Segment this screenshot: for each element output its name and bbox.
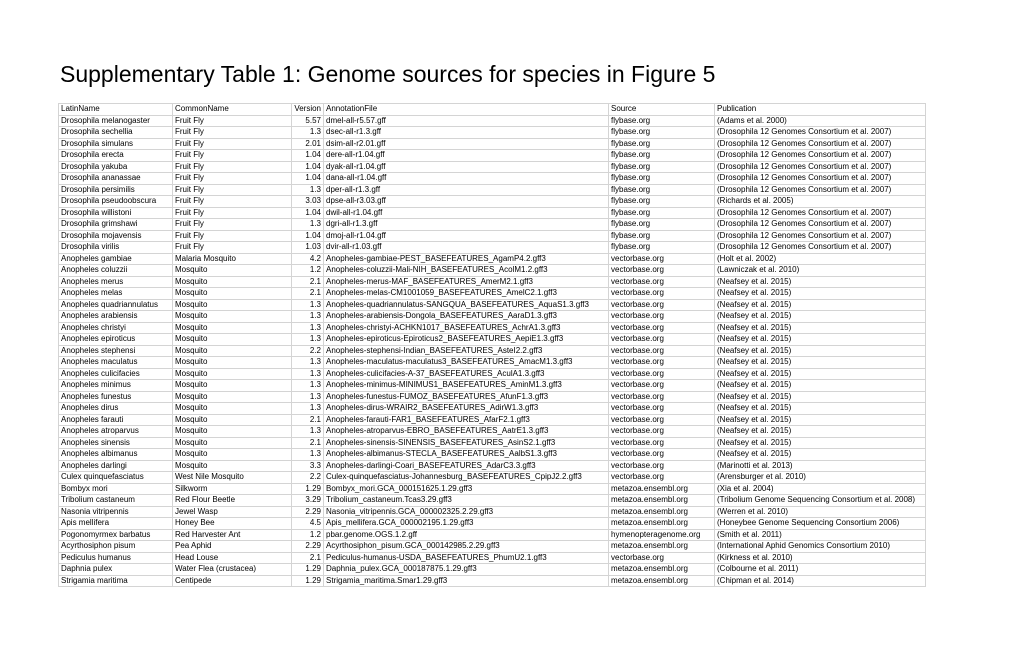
version-cell: 1.04 xyxy=(292,230,324,242)
annotation-file-cell: dyak-all-r1.04.gff xyxy=(324,161,609,173)
latin-name-cell: Anopheles epiroticus xyxy=(59,334,173,346)
table-row xyxy=(59,127,926,139)
latin-name-cell: Drosophila persimilis xyxy=(59,184,173,196)
latin-name-cell: Anopheles merus xyxy=(59,276,173,288)
column-header-latin-name: LatinName xyxy=(59,104,173,116)
latin-name-cell: Bombyx mori xyxy=(59,483,173,495)
table-row xyxy=(59,575,926,587)
version-cell: 1.04 xyxy=(292,173,324,185)
latin-name-cell: Strigamia maritima xyxy=(59,575,173,587)
source-cell: vectorbase.org xyxy=(609,437,715,449)
version-cell: 1.3 xyxy=(292,127,324,139)
common-name-cell: Silkworm xyxy=(173,483,292,495)
table-row xyxy=(59,161,926,173)
annotation-file-cell: Anopheles-epiroticus-Epiroticus2_BASEFEATURES_AepiE1.3.gff3 xyxy=(324,334,609,346)
table-row xyxy=(59,242,926,254)
common-name-cell: Water Flea (crustacea) xyxy=(173,564,292,576)
source-cell: vectorbase.org xyxy=(609,414,715,426)
latin-name-cell: Anopheles arabiensis xyxy=(59,311,173,323)
source-cell: flybase.org xyxy=(609,150,715,162)
annotation-file-cell: Anopheles-sinensis-SINENSIS_BASEFEATURES_AsinS2.1.gff3 xyxy=(324,437,609,449)
publication-cell: (Neafsey et al. 2015) xyxy=(715,345,926,357)
common-name-cell: Fruit Fly xyxy=(173,127,292,139)
version-cell: 1.3 xyxy=(292,334,324,346)
latin-name-cell: Anopheles atroparvus xyxy=(59,426,173,438)
latin-name-cell: Nasonia vitripennis xyxy=(59,506,173,518)
annotation-file-cell: Pediculus-humanus-USDA_BASEFEATURES_PhumU2.1.gff3 xyxy=(324,552,609,564)
table-row xyxy=(59,472,926,484)
common-name-cell: Pea Aphid xyxy=(173,541,292,553)
annotation-file-cell: Anopheles-coluzzii-Mali-NIH_BASEFEATURES_AcolM1.2.gff3 xyxy=(324,265,609,277)
publication-cell: (Tribolium Genome Sequencing Consortium et al. 2008) xyxy=(715,495,926,507)
version-cell: 1.3 xyxy=(292,391,324,403)
common-name-cell: Mosquito xyxy=(173,460,292,472)
annotation-file-cell: dwil-all-r1.04.gff xyxy=(324,207,609,219)
table-row xyxy=(59,541,926,553)
common-name-cell: Mosquito xyxy=(173,288,292,300)
latin-name-cell: Acyrthosiphon pisum xyxy=(59,541,173,553)
publication-cell: (Holt et al. 2002) xyxy=(715,253,926,265)
annotation-file-cell: Anopheles-culicifacies-A-37_BASEFEATURES_AculA1.3.gff3 xyxy=(324,368,609,380)
source-cell: vectorbase.org xyxy=(609,449,715,461)
publication-cell: (Drosophila 12 Genomes Consortium et al. 2007) xyxy=(715,161,926,173)
annotation-file-cell: Culex-quinquefasciatus-Johannesburg_BASEFEATURES_CpipJ2.2.gff3 xyxy=(324,472,609,484)
publication-cell: (Drosophila 12 Genomes Consortium et al. 2007) xyxy=(715,138,926,150)
latin-name-cell: Drosophila willistoni xyxy=(59,207,173,219)
publication-cell: (Neafsey et al. 2015) xyxy=(715,334,926,346)
source-cell: flybase.org xyxy=(609,173,715,185)
publication-cell: (Drosophila 12 Genomes Consortium et al. 2007) xyxy=(715,242,926,254)
version-cell: 1.3 xyxy=(292,426,324,438)
latin-name-cell: Pogonomyrmex barbatus xyxy=(59,529,173,541)
annotation-file-cell: Strigamia_maritima.Smar1.29.gff3 xyxy=(324,575,609,587)
source-cell: vectorbase.org xyxy=(609,345,715,357)
common-name-cell: Malaria Mosquito xyxy=(173,253,292,265)
latin-name-cell: Anopheles dirus xyxy=(59,403,173,415)
annotation-file-cell: Anopheles-atroparvus-EBRO_BASEFEATURES_AatrE1.3.gff3 xyxy=(324,426,609,438)
latin-name-cell: Anopheles sinensis xyxy=(59,437,173,449)
source-cell: vectorbase.org xyxy=(609,311,715,323)
common-name-cell: Mosquito xyxy=(173,334,292,346)
common-name-cell: Fruit Fly xyxy=(173,242,292,254)
table-row xyxy=(59,288,926,300)
source-cell: hymenopteragenome.org xyxy=(609,529,715,541)
source-cell: vectorbase.org xyxy=(609,472,715,484)
version-cell: 1.3 xyxy=(292,403,324,415)
common-name-cell: Mosquito xyxy=(173,403,292,415)
latin-name-cell: Drosophila melanogaster xyxy=(59,115,173,127)
table-row xyxy=(59,334,926,346)
version-cell: 4.2 xyxy=(292,253,324,265)
source-cell: flybase.org xyxy=(609,161,715,173)
table-row xyxy=(59,518,926,530)
latin-name-cell: Drosophila virilis xyxy=(59,242,173,254)
table-row xyxy=(59,414,926,426)
publication-cell: (Arensburger et al. 2010) xyxy=(715,472,926,484)
version-cell: 1.04 xyxy=(292,207,324,219)
version-cell: 1.3 xyxy=(292,311,324,323)
source-cell: vectorbase.org xyxy=(609,368,715,380)
source-cell: metazoa.ensembl.org xyxy=(609,506,715,518)
common-name-cell: Fruit Fly xyxy=(173,230,292,242)
source-cell: flybase.org xyxy=(609,115,715,127)
column-header-publication: Publication xyxy=(715,104,926,116)
source-cell: vectorbase.org xyxy=(609,299,715,311)
common-name-cell: Fruit Fly xyxy=(173,219,292,231)
publication-cell: (Smith et al. 2011) xyxy=(715,529,926,541)
table-body xyxy=(59,115,926,587)
version-cell: 1.3 xyxy=(292,322,324,334)
publication-cell: (Marinotti et al. 2013) xyxy=(715,460,926,472)
annotation-file-cell: Anopheles-minimus-MINIMUS1_BASEFEATURES_AminM1.3.gff3 xyxy=(324,380,609,392)
version-cell: 5.57 xyxy=(292,115,324,127)
annotation-file-cell: Anopheles-arabiensis-Dongola_BASEFEATURES_AaraD1.3.gff3 xyxy=(324,311,609,323)
publication-cell: (Neafsey et al. 2015) xyxy=(715,403,926,415)
common-name-cell: Mosquito xyxy=(173,437,292,449)
source-cell: vectorbase.org xyxy=(609,391,715,403)
latin-name-cell: Drosophila mojavensis xyxy=(59,230,173,242)
annotation-file-cell: pbar.genome.OGS.1.2.gff xyxy=(324,529,609,541)
common-name-cell: Fruit Fly xyxy=(173,184,292,196)
publication-cell: (Neafsey et al. 2015) xyxy=(715,276,926,288)
common-name-cell: Mosquito xyxy=(173,276,292,288)
common-name-cell: Red Harvester Ant xyxy=(173,529,292,541)
source-cell: flybase.org xyxy=(609,127,715,139)
version-cell: 2.1 xyxy=(292,552,324,564)
common-name-cell: Red Flour Beetle xyxy=(173,495,292,507)
publication-cell: (Drosophila 12 Genomes Consortium et al. 2007) xyxy=(715,207,926,219)
table-row xyxy=(59,506,926,518)
version-cell: 2.29 xyxy=(292,541,324,553)
column-header-common-name: CommonName xyxy=(173,104,292,116)
table-row xyxy=(59,265,926,277)
annotation-file-cell: Anopheles-merus-MAF_BASEFEATURES_AmerM2.1.gff3 xyxy=(324,276,609,288)
publication-cell: (Drosophila 12 Genomes Consortium et al. 2007) xyxy=(715,184,926,196)
table-row xyxy=(59,529,926,541)
source-cell: flybase.org xyxy=(609,219,715,231)
latin-name-cell: Anopheles albimanus xyxy=(59,449,173,461)
publication-cell: (Neafsey et al. 2015) xyxy=(715,391,926,403)
version-cell: 1.3 xyxy=(292,380,324,392)
common-name-cell: Mosquito xyxy=(173,322,292,334)
source-cell: vectorbase.org xyxy=(609,357,715,369)
table-row xyxy=(59,138,926,150)
publication-cell: (Neafsey et al. 2015) xyxy=(715,357,926,369)
annotation-file-cell: Acyrthosiphon_pisum.GCA_000142985.2.29.gff3 xyxy=(324,541,609,553)
annotation-file-cell: Anopheles-dirus-WRAIR2_BASEFEATURES_AdirW1.3.gff3 xyxy=(324,403,609,415)
annotation-file-cell: Anopheles-christyi-ACHKN1017_BASEFEATURES_AchrA1.3.gff3 xyxy=(324,322,609,334)
version-cell: 1.04 xyxy=(292,150,324,162)
common-name-cell: Fruit Fly xyxy=(173,150,292,162)
publication-cell: (Werren et al. 2010) xyxy=(715,506,926,518)
latin-name-cell: Drosophila erecta xyxy=(59,150,173,162)
table-row xyxy=(59,311,926,323)
annotation-file-cell: dper-all-r1.3.gff xyxy=(324,184,609,196)
version-cell: 1.3 xyxy=(292,368,324,380)
source-cell: vectorbase.org xyxy=(609,322,715,334)
publication-cell: (Neafsey et al. 2015) xyxy=(715,380,926,392)
table-row xyxy=(59,460,926,472)
latin-name-cell: Anopheles funestus xyxy=(59,391,173,403)
version-cell: 1.3 xyxy=(292,219,324,231)
latin-name-cell: Drosophila pseudoobscura xyxy=(59,196,173,208)
publication-cell: (Lawniczak et al. 2010) xyxy=(715,265,926,277)
column-header-annotation-file: AnnotationFile xyxy=(324,104,609,116)
latin-name-cell: Pediculus humanus xyxy=(59,552,173,564)
publication-cell: (Neafsey et al. 2015) xyxy=(715,311,926,323)
version-cell: 1.3 xyxy=(292,357,324,369)
version-cell: 1.29 xyxy=(292,564,324,576)
table-row xyxy=(59,276,926,288)
annotation-file-cell: Anopheles-maculatus-maculatus3_BASEFEATURES_AmacM1.3.gff3 xyxy=(324,357,609,369)
common-name-cell: Mosquito xyxy=(173,380,292,392)
table-row xyxy=(59,403,926,415)
common-name-cell: Fruit Fly xyxy=(173,161,292,173)
latin-name-cell: Anopheles quadriannulatus xyxy=(59,299,173,311)
source-cell: flybase.org xyxy=(609,230,715,242)
version-cell: 1.29 xyxy=(292,483,324,495)
version-cell: 1.03 xyxy=(292,242,324,254)
annotation-file-cell: Anopheles-darlingi-Coari_BASEFEATURES_AdarC3.3.gff3 xyxy=(324,460,609,472)
source-cell: flybase.org xyxy=(609,207,715,219)
annotation-file-cell: Anopheles-stephensi-Indian_BASEFEATURES_AsteI2.2.gff3 xyxy=(324,345,609,357)
table-row xyxy=(59,253,926,265)
annotation-file-cell: Bombyx_mori.GCA_000151625.1.29.gff3 xyxy=(324,483,609,495)
table-row xyxy=(59,368,926,380)
latin-name-cell: Drosophila sechellia xyxy=(59,127,173,139)
source-cell: flybase.org xyxy=(609,184,715,196)
source-cell: vectorbase.org xyxy=(609,403,715,415)
header-row xyxy=(59,104,926,116)
source-cell: flybase.org xyxy=(609,196,715,208)
source-cell: metazoa.ensembl.org xyxy=(609,564,715,576)
publication-cell: (Colbourne et al. 2011) xyxy=(715,564,926,576)
publication-cell: (Kirkness et al. 2010) xyxy=(715,552,926,564)
publication-cell: (Drosophila 12 Genomes Consortium et al. 2007) xyxy=(715,150,926,162)
annotation-file-cell: dmel-all-r5.57.gff xyxy=(324,115,609,127)
source-cell: metazoa.ensembl.org xyxy=(609,483,715,495)
version-cell: 2.2 xyxy=(292,345,324,357)
version-cell: 1.3 xyxy=(292,184,324,196)
source-cell: vectorbase.org xyxy=(609,380,715,392)
publication-cell: (Chipman et al. 2014) xyxy=(715,575,926,587)
table-row xyxy=(59,552,926,564)
common-name-cell: Fruit Fly xyxy=(173,138,292,150)
version-cell: 1.04 xyxy=(292,161,324,173)
latin-name-cell: Anopheles christyi xyxy=(59,322,173,334)
source-cell: metazoa.ensembl.org xyxy=(609,575,715,587)
publication-cell: (Drosophila 12 Genomes Consortium et al. 2007) xyxy=(715,173,926,185)
publication-cell: (Drosophila 12 Genomes Consortium et al. 2007) xyxy=(715,230,926,242)
table-row xyxy=(59,299,926,311)
source-cell: metazoa.ensembl.org xyxy=(609,518,715,530)
common-name-cell: Mosquito xyxy=(173,311,292,323)
annotation-file-cell: dsim-all-r2.01.gff xyxy=(324,138,609,150)
table-row xyxy=(59,437,926,449)
annotation-file-cell: dana-all-r1.04.gff xyxy=(324,173,609,185)
version-cell: 1.3 xyxy=(292,299,324,311)
publication-cell: (Neafsey et al. 2015) xyxy=(715,437,926,449)
version-cell: 3.3 xyxy=(292,460,324,472)
annotation-file-cell: dere-all-r1.04.gff xyxy=(324,150,609,162)
publication-cell: (Neafsey et al. 2015) xyxy=(715,414,926,426)
version-cell: 2.29 xyxy=(292,506,324,518)
latin-name-cell: Culex quinquefasciatus xyxy=(59,472,173,484)
common-name-cell: Fruit Fly xyxy=(173,196,292,208)
table-row xyxy=(59,196,926,208)
source-cell: vectorbase.org xyxy=(609,426,715,438)
latin-name-cell: Anopheles melas xyxy=(59,288,173,300)
common-name-cell: Mosquito xyxy=(173,391,292,403)
common-name-cell: Mosquito xyxy=(173,299,292,311)
latin-name-cell: Drosophila yakuba xyxy=(59,161,173,173)
latin-name-cell: Anopheles gambiae xyxy=(59,253,173,265)
source-cell: vectorbase.org xyxy=(609,253,715,265)
publication-cell: (Neafsey et al. 2015) xyxy=(715,368,926,380)
latin-name-cell: Apis mellifera xyxy=(59,518,173,530)
genome-sources-table xyxy=(58,103,926,587)
table-row xyxy=(59,115,926,127)
annotation-file-cell: Daphnia_pulex.GCA_000187875.1.29.gff3 xyxy=(324,564,609,576)
table-row xyxy=(59,207,926,219)
source-cell: metazoa.ensembl.org xyxy=(609,495,715,507)
publication-cell: (Neafsey et al. 2015) xyxy=(715,288,926,300)
publication-cell: (Drosophila 12 Genomes Consortium et al. 2007) xyxy=(715,219,926,231)
table-row xyxy=(59,184,926,196)
publication-cell: (Richards et al. 2005) xyxy=(715,196,926,208)
table-row xyxy=(59,219,926,231)
source-cell: vectorbase.org xyxy=(609,334,715,346)
common-name-cell: Centipede xyxy=(173,575,292,587)
annotation-file-cell: Anopheles-quadriannulatus-SANGQUA_BASEFEATURES_AquaS1.3.gff3 xyxy=(324,299,609,311)
version-cell: 2.2 xyxy=(292,472,324,484)
document-title: Supplementary Table 1: Genome sources for species in Figure 5 xyxy=(60,61,716,87)
source-cell: vectorbase.org xyxy=(609,276,715,288)
publication-cell: (Neafsey et al. 2015) xyxy=(715,426,926,438)
publication-cell: (International Aphid Genomics Consortium 2010) xyxy=(715,541,926,553)
annotation-file-cell: dgri-all-r1.3.gff xyxy=(324,219,609,231)
table-row xyxy=(59,483,926,495)
latin-name-cell: Anopheles minimus xyxy=(59,380,173,392)
table-row xyxy=(59,357,926,369)
annotation-file-cell: Anopheles-melas-CM1001059_BASEFEATURES_AmelC2.1.gff3 xyxy=(324,288,609,300)
publication-cell: (Drosophila 12 Genomes Consortium et al. 2007) xyxy=(715,127,926,139)
version-cell: 2.1 xyxy=(292,414,324,426)
table-row xyxy=(59,173,926,185)
source-cell: flybase.org xyxy=(609,242,715,254)
column-header-source: Source xyxy=(609,104,715,116)
latin-name-cell: Anopheles stephensi xyxy=(59,345,173,357)
common-name-cell: Mosquito xyxy=(173,426,292,438)
version-cell: 2.1 xyxy=(292,276,324,288)
version-cell: 3.29 xyxy=(292,495,324,507)
latin-name-cell: Anopheles culicifacies xyxy=(59,368,173,380)
publication-cell: (Adams et al. 2000) xyxy=(715,115,926,127)
column-header-version: Version xyxy=(292,104,324,116)
table-row xyxy=(59,391,926,403)
table-row xyxy=(59,564,926,576)
latin-name-cell: Anopheles coluzzii xyxy=(59,265,173,277)
annotation-file-cell: dvir-all-r1.03.gff xyxy=(324,242,609,254)
latin-name-cell: Tribolium castaneum xyxy=(59,495,173,507)
common-name-cell: Mosquito xyxy=(173,414,292,426)
common-name-cell: Head Louse xyxy=(173,552,292,564)
annotation-file-cell: Tribolium_castaneum.Tcas3.29.gff3 xyxy=(324,495,609,507)
common-name-cell: Mosquito xyxy=(173,265,292,277)
source-cell: metazoa.ensembl.org xyxy=(609,541,715,553)
common-name-cell: Fruit Fly xyxy=(173,207,292,219)
annotation-file-cell: dpse-all-r3.03.gff xyxy=(324,196,609,208)
version-cell: 2.1 xyxy=(292,437,324,449)
common-name-cell: Jewel Wasp xyxy=(173,506,292,518)
latin-name-cell: Daphnia pulex xyxy=(59,564,173,576)
common-name-cell: Fruit Fly xyxy=(173,115,292,127)
version-cell: 1.3 xyxy=(292,449,324,461)
annotation-file-cell: Nasonia_vitripennis.GCA_000002325.2.29.gff3 xyxy=(324,506,609,518)
publication-cell: (Xia et al. 2004) xyxy=(715,483,926,495)
common-name-cell: Mosquito xyxy=(173,345,292,357)
version-cell: 1.2 xyxy=(292,265,324,277)
source-cell: vectorbase.org xyxy=(609,288,715,300)
table-row xyxy=(59,380,926,392)
version-cell: 1.29 xyxy=(292,575,324,587)
version-cell: 1.2 xyxy=(292,529,324,541)
table-row xyxy=(59,495,926,507)
common-name-cell: West Nile Mosquito xyxy=(173,472,292,484)
latin-name-cell: Drosophila simulans xyxy=(59,138,173,150)
latin-name-cell: Drosophila grimshawi xyxy=(59,219,173,231)
publication-cell: (Neafsey et al. 2015) xyxy=(715,449,926,461)
table-row xyxy=(59,322,926,334)
source-cell: vectorbase.org xyxy=(609,552,715,564)
table-row xyxy=(59,345,926,357)
version-cell: 2.1 xyxy=(292,288,324,300)
table-row xyxy=(59,449,926,461)
source-cell: vectorbase.org xyxy=(609,460,715,472)
latin-name-cell: Drosophila ananassae xyxy=(59,173,173,185)
version-cell: 3.03 xyxy=(292,196,324,208)
annotation-file-cell: Anopheles-funestus-FUMOZ_BASEFEATURES_AfunF1.3.gff3 xyxy=(324,391,609,403)
common-name-cell: Honey Bee xyxy=(173,518,292,530)
annotation-file-cell: Anopheles-gambiae-PEST_BASEFEATURES_AgamP4.2.gff3 xyxy=(324,253,609,265)
table-row xyxy=(59,426,926,438)
table-row xyxy=(59,150,926,162)
source-cell: vectorbase.org xyxy=(609,265,715,277)
annotation-file-cell: dmoj-all-r1.04.gff xyxy=(324,230,609,242)
annotation-file-cell: dsec-all-r1.3.gff xyxy=(324,127,609,139)
publication-cell: (Neafsey et al. 2015) xyxy=(715,299,926,311)
latin-name-cell: Anopheles maculatus xyxy=(59,357,173,369)
annotation-file-cell: Anopheles-albimanus-STECLA_BASEFEATURES_AalbS1.3.gff3 xyxy=(324,449,609,461)
common-name-cell: Mosquito xyxy=(173,449,292,461)
common-name-cell: Fruit Fly xyxy=(173,173,292,185)
common-name-cell: Mosquito xyxy=(173,357,292,369)
table-row xyxy=(59,230,926,242)
common-name-cell: Mosquito xyxy=(173,368,292,380)
version-cell: 4.5 xyxy=(292,518,324,530)
latin-name-cell: Anopheles farauti xyxy=(59,414,173,426)
source-cell: flybase.org xyxy=(609,138,715,150)
annotation-file-cell: Apis_mellifera.GCA_000002195.1.29.gff3 xyxy=(324,518,609,530)
publication-cell: (Honeybee Genome Sequencing Consortium 2006) xyxy=(715,518,926,530)
annotation-file-cell: Anopheles-farauti-FAR1_BASEFEATURES_AfarF2.1.gff3 xyxy=(324,414,609,426)
version-cell: 2.01 xyxy=(292,138,324,150)
latin-name-cell: Anopheles darlingi xyxy=(59,460,173,472)
publication-cell: (Neafsey et al. 2015) xyxy=(715,322,926,334)
